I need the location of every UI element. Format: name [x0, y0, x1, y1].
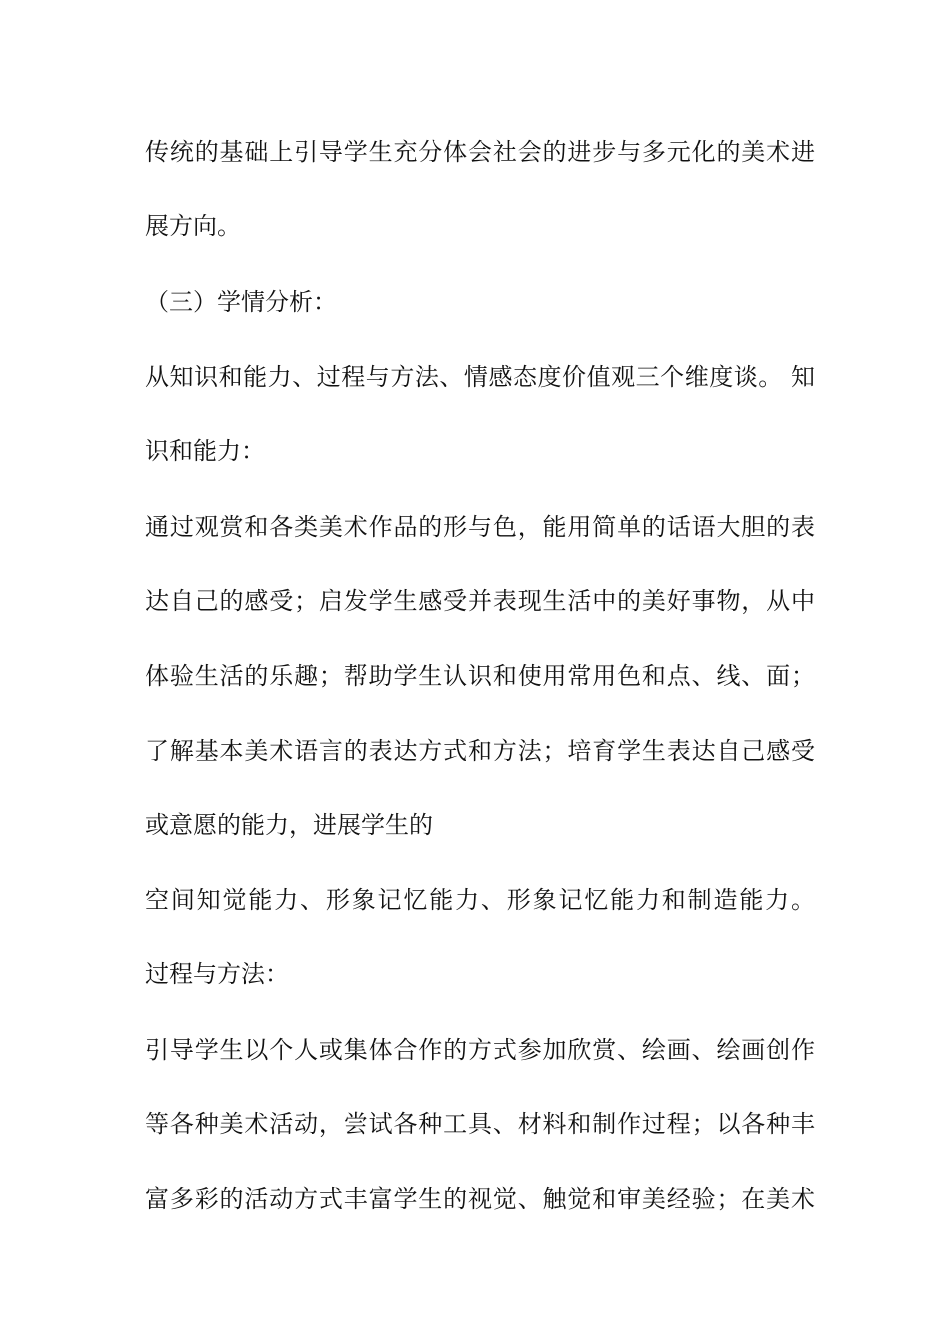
paragraph-line: 等各种美术活动，尝试各种工具、材料和制作过程；以各种丰	[145, 1110, 815, 1138]
paragraph-line: 体验生活的乐趣；帮助学生认识和使用常用色和点、线、面；	[145, 662, 815, 690]
paragraph-line: 引导学生以个人或集体合作的方式参加欣赏、绘画、绘画创作	[145, 1036, 815, 1064]
subheading: 识和能力：	[145, 437, 265, 465]
paragraph-line: 从知识和能力、过程与方法、情感态度价值观三个维度谈。 知	[145, 363, 815, 391]
paragraph-line: 了解基本美术语言的表达方式和方法；培育学生表达自己感受	[145, 737, 815, 765]
subheading: 过程与方法：	[145, 960, 289, 988]
paragraph-line: 传统的基础上引导学生充分体会社会的进步与多元化的美术进	[145, 138, 815, 166]
section-heading: （三）学情分析：	[145, 288, 337, 316]
paragraph-line: 空间知觉能力、形象记忆能力、形象记忆能力和制造能力。	[145, 886, 815, 914]
paragraph-line: 展方向。	[145, 212, 241, 240]
paragraph-line: 通过观赏和各类美术作品的形与色，能用简单的话语大胆的表	[145, 513, 815, 541]
paragraph-line: 或意愿的能力，进展学生的	[145, 811, 433, 839]
paragraph-line: 达自己的感受；启发学生感受并表现生活中的美好事物，从中	[145, 587, 815, 615]
paragraph-line: 富多彩的活动方式丰富学生的视觉、触觉和审美经验；在美术	[145, 1185, 815, 1213]
